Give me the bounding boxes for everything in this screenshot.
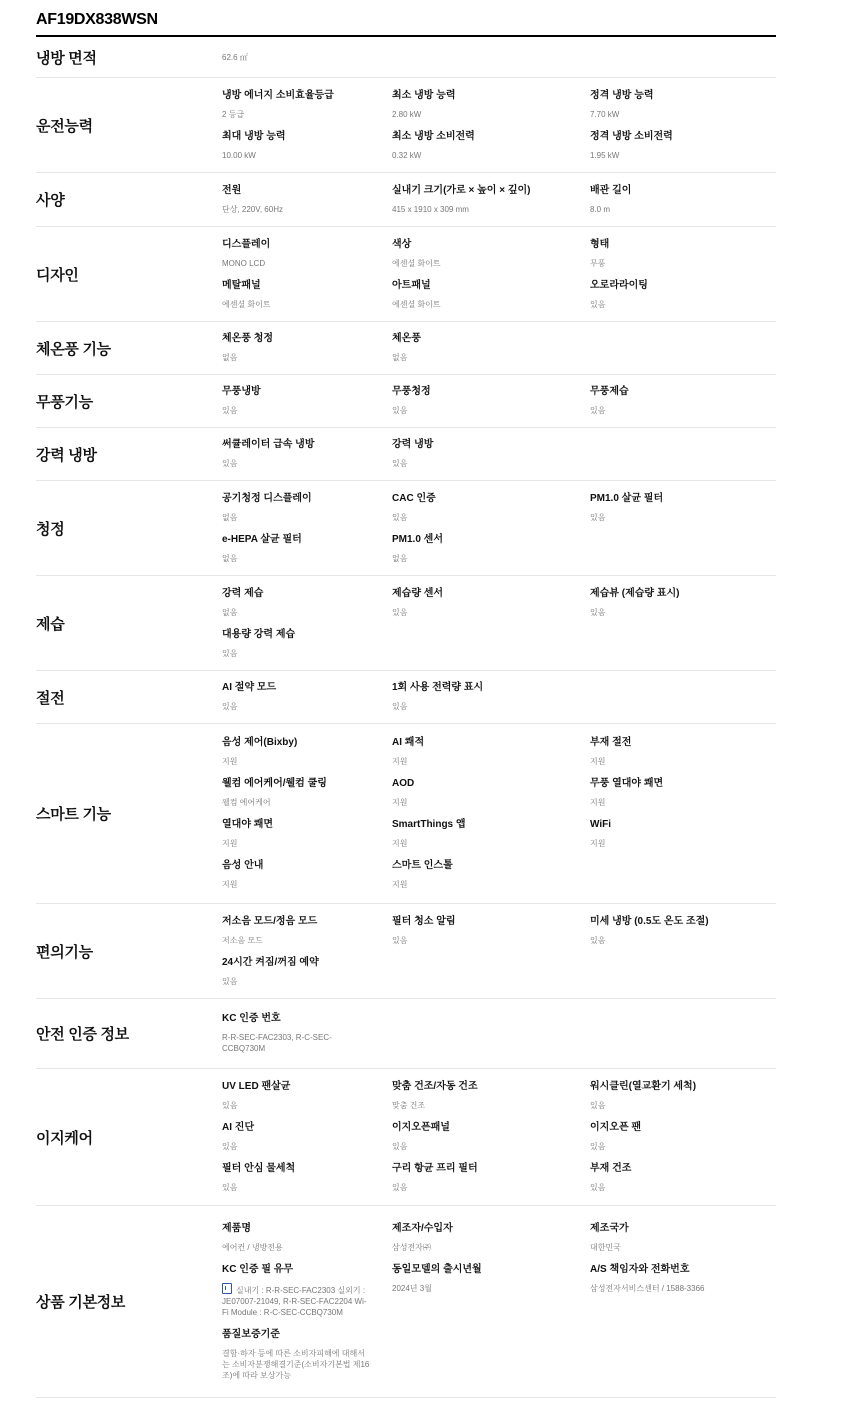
spec-value: 에어컨 / 냉방전용: [222, 1242, 283, 1252]
spec-item: [590, 386, 776, 416]
spec-grid: [222, 378, 776, 424]
section-title: 무풍기능: [36, 393, 93, 411]
spec-label: 열대야 쾌면: [222, 819, 274, 830]
spec-label: 부재 절전: [590, 737, 632, 748]
spec-label: 제습량 센서: [392, 587, 444, 599]
spec-item: [590, 1264, 776, 1318]
spec-item: [392, 737, 590, 767]
spec-label: 배관 길이: [590, 184, 632, 196]
spec-value: 지원: [590, 757, 606, 766]
spec-label: 형태: [590, 238, 610, 250]
spec-label: 제조국가: [590, 1222, 629, 1234]
spec-item: [222, 737, 392, 767]
spec-value: 있음: [590, 1142, 606, 1151]
spec-value: 8.0 m: [590, 204, 611, 214]
spec-value: 웰컴 에어케어: [222, 798, 271, 807]
spec-value: 있음: [222, 1142, 238, 1151]
spec-label: 동일모델의 출시년월: [392, 1263, 482, 1275]
spec-label: 최대 냉방 능력: [222, 130, 286, 142]
section-title: 냉방 면적: [36, 49, 97, 67]
spec-item: [392, 916, 590, 946]
spec-section: [36, 1206, 776, 1398]
spec-label: 웰컴 에어케어/웰컴 쿨링: [222, 778, 327, 789]
spec-item: [590, 131, 776, 161]
spec-item: [222, 588, 392, 618]
spec-label: 이지오픈 팬: [590, 1122, 642, 1133]
spec-value: 있음: [590, 935, 606, 945]
spec-item: [590, 280, 776, 310]
spec-item: [590, 588, 776, 618]
spec-item: [222, 778, 392, 808]
spec-label: 무풍냉방: [222, 386, 261, 397]
spec-item: [222, 131, 392, 161]
spec-grid: [222, 1215, 776, 1389]
spec-label: 스마트 인스톨: [392, 860, 453, 871]
spec-value: 없음: [392, 353, 408, 362]
spec-grid: [222, 580, 776, 667]
spec-value: 지원: [392, 757, 408, 766]
spec-value: MONO LCD: [222, 258, 266, 268]
spec-item: [392, 333, 590, 363]
spec-item: [222, 860, 392, 890]
spec-label: 구리 항균 프리 필터: [392, 1163, 478, 1174]
spec-section: [36, 671, 776, 724]
spec-value: 없음: [222, 353, 238, 362]
spec-value: 없음: [222, 607, 238, 617]
spec-item: [392, 588, 590, 618]
spec-label: 써큘레이터 급속 냉방: [222, 439, 315, 450]
spec-section: [36, 576, 776, 671]
spec-value: 없음: [392, 553, 408, 563]
spec-item: [590, 819, 776, 849]
spec-value: 지원: [392, 839, 408, 848]
spec-value: 단상, 220V, 60Hz: [222, 204, 283, 214]
spec-value: 있음: [590, 406, 606, 415]
spec-section: [36, 904, 776, 999]
spec-label: 24시간 켜짐/꺼짐 예약: [222, 956, 319, 968]
spec-section: [36, 37, 776, 78]
spec-item: [392, 493, 590, 523]
section-title: 체온풍 기능: [36, 340, 111, 358]
spec-label: 음성 안내: [222, 860, 264, 871]
spec-grid: [222, 431, 776, 477]
spec-label: 맞춤 건조/자동 건조: [392, 1081, 478, 1092]
spec-item: [222, 239, 392, 269]
kc-mark-icon: [222, 1283, 232, 1294]
spec-value: 2024년 3월: [392, 1283, 432, 1293]
spec-value: 10.00 kW: [222, 150, 256, 160]
spec-item: [222, 957, 392, 987]
spec-value: 삼성전자㈜: [392, 1242, 431, 1252]
spec-item: [392, 534, 590, 564]
section-title: 이지케어: [36, 1129, 93, 1147]
spec-value: 에센셜 화이트: [392, 299, 441, 309]
spec-label: UV LED 팬살균: [222, 1081, 291, 1092]
spec-label: 필터 청소 알림: [392, 915, 456, 927]
spec-label: CAC 인증: [392, 492, 436, 504]
spec-label: 저소음 모드/정음 모드: [222, 915, 318, 927]
spec-grid: [222, 485, 776, 572]
spec-label: 색상: [392, 238, 412, 250]
spec-value: 있음: [222, 976, 238, 986]
spec-value: 2 등급: [222, 109, 245, 119]
spec-section: [36, 322, 776, 375]
spec-table: [36, 37, 776, 1398]
spec-value: 2.80 kW: [392, 109, 422, 119]
spec-value: 있음: [222, 1101, 238, 1110]
spec-section: [36, 724, 776, 904]
spec-item: [222, 386, 392, 416]
spec-item: [392, 1122, 590, 1152]
spec-label: KC 인증 번호: [222, 1013, 281, 1024]
spec-item: [222, 1081, 392, 1111]
spec-item: [590, 1223, 776, 1253]
spec-item: [590, 185, 776, 215]
spec-item: [222, 682, 392, 712]
spec-item: [222, 629, 392, 659]
section-title: 청정: [36, 520, 65, 538]
spec-section: [36, 1069, 776, 1206]
spec-label: 워시클린(열교환기 세척): [590, 1081, 697, 1092]
spec-value: 에센셜 화이트: [222, 299, 271, 309]
spec-label: 1회 사용 전력량 표시: [392, 682, 484, 693]
spec-item: [222, 916, 392, 946]
spec-value: 있음: [392, 1183, 408, 1192]
spec-label: 체온풍 청정: [222, 333, 274, 344]
spec-item: [222, 280, 392, 310]
spec-label: 미세 냉방 (0.5도 온도 조절): [590, 915, 709, 927]
spec-value: 무풍: [590, 258, 606, 268]
spec-item: [222, 534, 392, 564]
spec-label: 무풍제습: [590, 386, 629, 397]
spec-item: [392, 1223, 590, 1253]
spec-item: [392, 239, 590, 269]
spec-label: 음성 제어(Bixby): [222, 737, 298, 748]
spec-value: 없음: [222, 553, 238, 563]
spec-item: [392, 90, 590, 120]
spec-item: [392, 778, 590, 808]
spec-item: [392, 131, 590, 161]
spec-label: 공기청정 디스플레이: [222, 492, 312, 504]
spec-value: 있음: [392, 512, 408, 522]
spec-label: 아트패널: [392, 279, 431, 291]
spec-grid: [222, 908, 776, 995]
spec-label: 필터 안심 물세척: [222, 1163, 296, 1174]
spec-item: [392, 1264, 590, 1318]
spec-item: [222, 185, 392, 215]
spec-label: 냉방 에너지 소비효율등급: [222, 89, 334, 101]
spec-value: 삼성전자서비스센터 / 1588-3366: [590, 1283, 705, 1293]
spec-value: 있음: [222, 406, 238, 415]
spec-label: KC 인증 필 유무: [222, 1263, 294, 1275]
spec-value: 있음: [392, 935, 408, 945]
spec-value: 지원: [392, 880, 408, 889]
section-title: 상품 기본정보: [36, 1294, 126, 1311]
spec-item: [222, 1122, 392, 1152]
spec-section: [36, 999, 776, 1069]
spec-label: 정격 냉방 소비전력: [590, 130, 673, 142]
spec-grid: [222, 729, 776, 898]
spec-label: 무풍청정: [392, 386, 431, 397]
spec-item: [590, 1081, 776, 1111]
spec-label: 디스플레이: [222, 238, 271, 250]
spec-item: [392, 1163, 590, 1193]
section-title: 강력 냉방: [36, 446, 97, 464]
spec-item: [222, 90, 392, 120]
spec-label: 메탈패널: [222, 279, 261, 291]
spec-label: WiFi: [590, 819, 612, 830]
spec-item: [222, 819, 392, 849]
spec-grid: [222, 325, 776, 371]
spec-item: [222, 52, 392, 63]
spec-value: 결함·하자 등에 따른 소비자피해에 대해서는 소비자분쟁해결기준(소비자기본법 제16조)에 따라 보상가능: [222, 1348, 370, 1380]
spec-grid: [222, 1005, 776, 1062]
spec-label: 품질보증기준: [222, 1328, 280, 1340]
spec-label: A/S 책임자와 전화번호: [590, 1263, 690, 1275]
section-title: 제습: [36, 615, 65, 633]
spec-grid: [222, 674, 776, 720]
spec-page: [36, 0, 776, 1398]
spec-item: [590, 493, 776, 523]
spec-value: 415 x 1910 x 309 mm: [392, 204, 469, 214]
spec-label: 정격 냉방 능력: [590, 89, 654, 101]
spec-label: AOD: [392, 778, 415, 789]
spec-value: 지원: [392, 798, 408, 807]
spec-label: AI 진단: [222, 1122, 255, 1133]
spec-value: 맞춤 건조: [392, 1101, 426, 1110]
spec-section: [36, 227, 776, 322]
spec-value: 대한민국: [590, 1242, 621, 1252]
spec-section: [36, 173, 776, 227]
spec-label: PM1.0 살균 필터: [590, 492, 664, 504]
spec-item: [392, 819, 590, 849]
spec-value: 0.32 kW: [392, 150, 422, 160]
spec-label: 체온풍: [392, 333, 421, 344]
spec-label: 오로라라이팅: [590, 279, 648, 291]
spec-value: 있음: [392, 459, 408, 468]
spec-label: 무풍 열대야 쾌면: [590, 778, 664, 789]
spec-item: [222, 1329, 392, 1381]
section-title: 절전: [36, 689, 65, 707]
spec-value: 지원: [222, 757, 238, 766]
spec-section: [36, 428, 776, 481]
spec-grid: [222, 231, 776, 318]
section-title: 안전 인증 정보: [36, 1026, 129, 1043]
spec-label: 강력 제습: [222, 587, 264, 599]
model-title: AF19DX838WSN: [36, 0, 776, 37]
spec-item: [222, 1264, 392, 1318]
spec-value-with-kc-mark: [222, 1283, 372, 1318]
spec-item: [222, 1163, 392, 1193]
spec-item: [222, 439, 392, 469]
spec-label: 전원: [222, 184, 242, 196]
spec-value: 있음: [392, 1142, 408, 1151]
spec-item: [590, 239, 776, 269]
spec-section: [36, 375, 776, 428]
spec-value: 지원: [222, 839, 238, 848]
spec-value: 있음: [392, 607, 408, 617]
spec-value: 없음: [222, 512, 238, 522]
spec-label: 최소 냉방 소비전력: [392, 130, 475, 142]
spec-value: 있음: [222, 459, 238, 468]
spec-label: SmartThings 앱: [392, 819, 466, 830]
spec-item: [222, 1013, 392, 1054]
spec-value: 있음: [222, 1183, 238, 1192]
section-title: 디자인: [36, 266, 79, 284]
spec-value: 지원: [590, 798, 606, 807]
spec-section: [36, 78, 776, 173]
spec-value: 있음: [392, 702, 408, 711]
spec-item: [590, 1122, 776, 1152]
spec-label: AI 절약 모드: [222, 682, 277, 693]
spec-label: 이지오픈패널: [392, 1122, 450, 1133]
spec-grid: [222, 177, 776, 223]
spec-grid: [222, 82, 776, 169]
spec-label: 실내기 크기(가로 × 높이 × 깊이): [392, 184, 531, 196]
spec-item: [392, 439, 590, 469]
spec-item: [392, 386, 590, 416]
spec-section: [36, 481, 776, 576]
spec-item: [590, 1163, 776, 1193]
spec-grid: [222, 1073, 776, 1201]
spec-grid: [222, 44, 776, 71]
spec-item: [590, 916, 776, 946]
spec-label: 강력 냉방: [392, 439, 434, 450]
spec-label: 대용량 강력 제습: [222, 628, 296, 640]
spec-value: 있음: [392, 406, 408, 415]
spec-item: [590, 737, 776, 767]
spec-value: 있음: [590, 607, 606, 617]
spec-value: 있음: [590, 512, 606, 522]
spec-item: [222, 493, 392, 523]
spec-label: AI 쾌적: [392, 737, 425, 748]
section-title: 운전능력: [36, 117, 93, 135]
spec-value: R-R-SEC-FAC2303, R-C-SEC-CCBQ730M: [222, 1033, 332, 1053]
spec-item: [392, 682, 590, 712]
spec-item: [392, 185, 590, 215]
spec-label: e-HEPA 살균 필터: [222, 533, 302, 545]
spec-item: [590, 778, 776, 808]
spec-value: 에센셜 화이트: [392, 258, 441, 268]
spec-value: 있음: [590, 1101, 606, 1110]
spec-value: 1.95 kW: [590, 150, 620, 160]
spec-value: 62.6 ㎡: [222, 52, 248, 62]
spec-label: 부재 건조: [590, 1163, 632, 1174]
section-title: 편의기능: [36, 943, 93, 961]
spec-value: 지원: [222, 880, 238, 889]
spec-value: 있음: [590, 299, 606, 309]
spec-item: [392, 280, 590, 310]
spec-item: [392, 860, 590, 890]
spec-value: 7.70 kW: [590, 109, 620, 119]
spec-value: 저소음 모드: [222, 935, 263, 945]
spec-value: 있음: [590, 1183, 606, 1192]
spec-item: [222, 1223, 392, 1253]
spec-label: 제품명: [222, 1222, 251, 1234]
section-title: 사양: [36, 192, 65, 209]
section-title: 스마트 기능: [36, 806, 111, 823]
spec-value: 있음: [222, 702, 238, 711]
spec-label: PM1.0 센서: [392, 533, 443, 545]
spec-value: 있음: [222, 648, 238, 658]
spec-label: 제습뷰 (제습량 표시): [590, 587, 680, 599]
spec-label: 제조자/수입자: [392, 1222, 453, 1234]
spec-value: 실내기 : R-R-SEC-FAC2303 실외기 : JE07007-21049, R-R-SEC-FAC2204 Wi-Fi Module : R-C-SEC-CCBQ730M: [222, 1285, 367, 1317]
spec-item: [590, 90, 776, 120]
spec-item: [222, 333, 392, 363]
spec-label: 최소 냉방 능력: [392, 89, 456, 101]
spec-value: 지원: [590, 839, 606, 848]
spec-item: [392, 1081, 590, 1111]
